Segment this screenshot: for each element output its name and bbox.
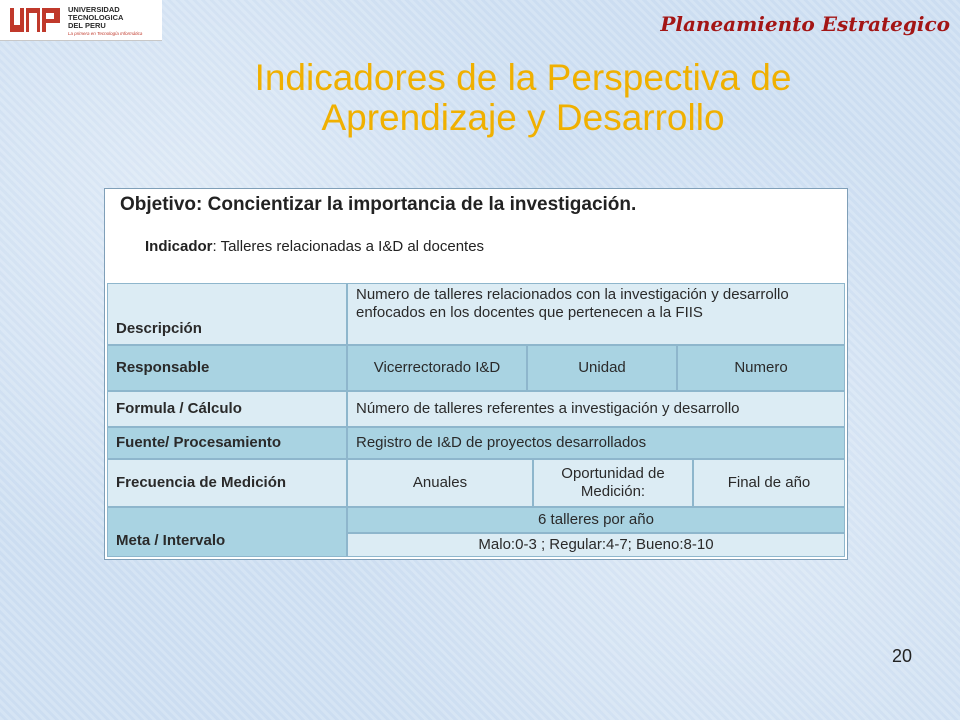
oportunidad-value: Final de año <box>693 459 845 507</box>
university-tagline: La primera en Tecnología Informática <box>68 31 143 36</box>
oportunidad-label: Oportunidad de Medición: <box>533 459 693 507</box>
indicator-line <box>145 238 484 255</box>
frecuencia-value: Anuales <box>347 459 533 507</box>
responsable-value: Vicerrectorado I&D <box>347 345 527 391</box>
university-name: UNIVERSIDAD TECNOLOGICA DEL PERU <box>68 5 124 30</box>
formula-value: Número de talleres referentes a investigación y desarrollo <box>347 391 845 427</box>
indicator-card <box>104 188 848 560</box>
indicator-label: Indicador <box>145 238 213 255</box>
unidad-label: Unidad <box>527 345 677 391</box>
slide-title <box>0 58 960 138</box>
page-number: 20 <box>892 646 913 666</box>
utp-logo-icon <box>8 5 64 35</box>
intervalo-value: Malo:0-3 ; Regular:4-7; Bueno:8-10 <box>347 533 845 557</box>
indicator-value: : Talleres relacionadas a I&D al docentes <box>212 238 485 255</box>
formula-label: Formula / Cálculo <box>107 391 347 427</box>
university-logo <box>0 0 162 41</box>
objective-text: Objetivo: Concientizar la importancia de la investigación. <box>120 194 637 215</box>
slide-title-line-1: Indicadores de la Perspectiva de <box>254 57 792 98</box>
unidad-value: Numero <box>677 345 845 391</box>
descripcion-label: Descripción <box>107 283 347 345</box>
frecuencia-label: Frecuencia de Medición <box>107 459 347 507</box>
fuente-value: Registro de I&D de proyectos desarrollados <box>347 427 845 459</box>
descripcion-value: Numero de talleres relacionados con la investigación y desarrollo enfocados en los docentes que pertenecen a la FIIS <box>347 283 845 345</box>
fuente-label: Fuente/ Procesamiento <box>107 427 347 459</box>
meta-value: 6 talleres por año <box>347 507 845 533</box>
brand-title: Planeamiento Estrategico <box>660 12 950 36</box>
responsable-label: Responsable <box>107 345 347 391</box>
slide-title-line-2: Aprendizaje y Desarrollo <box>321 97 725 138</box>
meta-label: Meta / Intervalo <box>107 507 347 557</box>
